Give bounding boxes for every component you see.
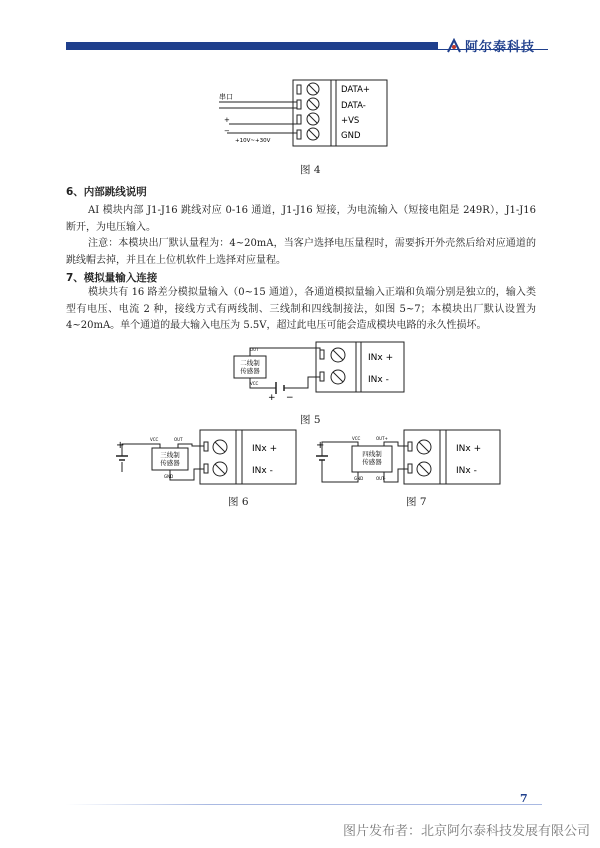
fig7-terminal-label: INx - bbox=[456, 466, 477, 476]
fig4-terminal-label: DATA+ bbox=[341, 85, 371, 95]
figure-5-diagram bbox=[228, 340, 408, 402]
figure-7-diagram bbox=[312, 428, 502, 490]
fig4-terminal-label: DATA- bbox=[341, 101, 366, 111]
figure-4-diagram bbox=[215, 78, 390, 148]
fig6-gnd-label: GND bbox=[164, 474, 174, 479]
brand-logo bbox=[446, 36, 535, 55]
publisher-credit: 图片发布者：北京阿尔泰科技发展有限公司 bbox=[342, 824, 590, 839]
section-6-paragraph-1: AI 模块内部 J1-J16 跳线对应 0-16 通道，J1-J16 短接，为电流输入（短接电阻是 249R），J1-J16 断开，为电压输入。 bbox=[66, 205, 536, 233]
figure-6-diagram bbox=[112, 428, 298, 490]
fig4-power-label: +10V~+30V bbox=[235, 138, 271, 144]
figure-7-caption: 图 7 bbox=[406, 496, 427, 508]
fig7-plus-sign: + bbox=[316, 440, 325, 451]
fig5-minus-sign: − bbox=[286, 393, 294, 402]
fig6-vcc-label: VCC bbox=[150, 437, 159, 442]
section-6-title: 6、内部跳线说明 bbox=[66, 186, 147, 198]
section-7-paragraph-1: 模块共有 16 路差分模拟量输入（0~15 通道），各通道模拟量输入正端和负端分别是独立的，输入类型有电压、电流 2 种，接线方式有两线制、三线制和四线制接法，如图 5~7；本模块出厂默认设置为 4~20mA。单个通道的最大输入电压为 5.5V，超过此电压可能会造成模块电路的永久性损坏。 bbox=[66, 287, 536, 331]
header-bar bbox=[66, 42, 438, 50]
fig5-terminal-block bbox=[316, 342, 404, 392]
figure-4-caption: 图 4 bbox=[300, 164, 321, 176]
fig6-wire bbox=[170, 469, 204, 480]
fig7-terminal-block bbox=[404, 430, 500, 484]
fig4-terminal-label: +VS bbox=[341, 116, 360, 126]
fig6-terminal-block bbox=[200, 430, 296, 484]
fig7-terminal-label: INx + bbox=[456, 444, 482, 454]
fig5-terminal-label: INx + bbox=[368, 353, 394, 363]
fig4-minus-sign: − bbox=[224, 127, 230, 135]
page-number: 7 bbox=[520, 792, 528, 805]
brand-name: 阿尔泰科技 bbox=[465, 40, 536, 55]
fig7-out-plus-label: OUT+ bbox=[376, 436, 388, 441]
fig6-out-label: OUT bbox=[174, 437, 183, 442]
fig5-wire bbox=[284, 377, 320, 388]
fig7-out-minus-label: OUT- bbox=[376, 476, 386, 481]
fig7-sensor-label: 四线制传感器 bbox=[362, 450, 382, 466]
fig6-sensor-label: 三线制传感器 bbox=[160, 451, 180, 467]
fig5-sensor-label: 二线制传感器 bbox=[240, 359, 260, 375]
figure-5-caption: 图 5 bbox=[300, 414, 321, 426]
fig4-plus-sign: + bbox=[224, 116, 230, 124]
fig5-vcc-label: VCC bbox=[250, 381, 259, 386]
figure-6-caption: 图 6 bbox=[228, 496, 249, 508]
fig6-plus-sign: + bbox=[116, 440, 125, 451]
fig6-terminal-label: INx + bbox=[252, 444, 278, 454]
brand-mark-icon bbox=[446, 38, 462, 54]
fig5-terminal-label: INx - bbox=[368, 375, 389, 385]
fig5-wire bbox=[250, 348, 320, 356]
fig5-plus-sign: + bbox=[268, 393, 276, 402]
fig4-serial-label: 串口 bbox=[219, 93, 233, 101]
fig7-gnd-label: GND bbox=[354, 476, 364, 481]
fig5-out-label: OUT bbox=[250, 347, 259, 352]
fig6-terminal-label: INx - bbox=[252, 466, 273, 476]
footer-rule bbox=[66, 804, 542, 805]
section-7-title: 7、模拟量输入连接 bbox=[66, 272, 158, 284]
fig7-vcc-label: VCC bbox=[352, 436, 361, 441]
fig4-terminal-label: GND bbox=[341, 131, 361, 141]
section-6-paragraph-2: 注意：本模块出厂默认量程为：4~20mA，当客户选择电压量程时，需要拆开外壳然后给对应通道的跳线帽去掉，并且在上位机软件上选择对应量程。 bbox=[66, 238, 536, 266]
